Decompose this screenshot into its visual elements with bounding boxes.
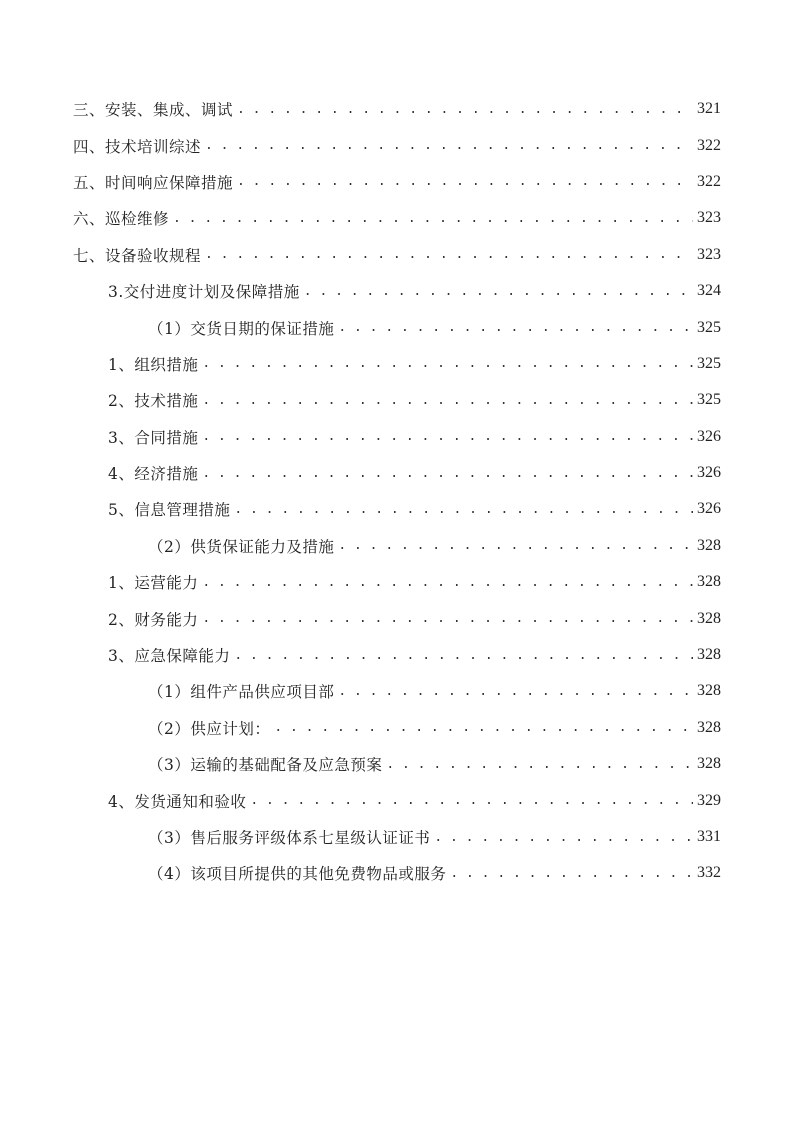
toc-entry-page: 325	[697, 391, 721, 409]
toc-entry-title: 3、合同措施	[108, 428, 199, 447]
toc-entry[interactable]	[73, 600, 721, 636]
toc-entry-page: 323	[697, 245, 721, 263]
toc-entry-page: 325	[697, 318, 721, 336]
toc-entry-title: （4）该项目所提供的其他免费物品或服务	[148, 865, 447, 884]
dot-leader	[202, 393, 693, 408]
toc-entry-title: 三、安装、集成、调试	[73, 101, 234, 120]
toc-entry-title: 3.交付进度计划及保障措施	[108, 283, 300, 302]
toc-entry-title: （2）供货保证能力及措施	[148, 537, 335, 556]
toc-entry-page: 325	[697, 354, 721, 372]
toc-entry-title: （2）供应计划：	[148, 719, 271, 738]
toc-entry-title: 2、技术措施	[108, 392, 199, 411]
dot-leader	[450, 866, 693, 881]
toc-entry-page: 326	[697, 464, 721, 482]
toc-entry-page: 326	[697, 427, 721, 445]
toc-entry-page: 322	[697, 136, 721, 154]
toc-entry-page: 328	[697, 646, 721, 664]
toc-entry[interactable]	[73, 528, 721, 564]
dot-leader	[202, 611, 693, 626]
toc-entry-title: （3）售后服务评级体系七星级认证证书	[148, 829, 431, 847]
toc-entry[interactable]	[73, 637, 721, 673]
dot-leader	[205, 138, 693, 153]
toc-entry[interactable]	[73, 127, 721, 163]
toc-entry-title: （1）交货日期的保证措施	[148, 319, 335, 338]
dot-leader	[338, 684, 693, 699]
toc-entry-page: 324	[697, 282, 721, 300]
dot-leader	[386, 757, 693, 772]
toc-entry[interactable]	[73, 164, 721, 200]
table-of-contents	[73, 91, 721, 892]
toc-entry[interactable]	[73, 819, 721, 855]
toc-entry-page: 328	[697, 682, 721, 700]
toc-entry-title: 1、运营能力	[108, 574, 199, 593]
toc-entry-page: 323	[697, 209, 721, 227]
toc-entry-page: 326	[697, 500, 721, 518]
dot-leader	[250, 793, 693, 808]
toc-entry[interactable]	[73, 346, 721, 382]
toc-entry-page: 328	[697, 755, 721, 773]
dot-leader	[274, 720, 693, 735]
toc-entry-title: 六、巡检维修	[73, 210, 170, 229]
toc-entry[interactable]	[73, 273, 721, 309]
toc-entry[interactable]	[73, 673, 721, 709]
toc-entry-page: 328	[697, 573, 721, 591]
toc-entry[interactable]	[73, 237, 721, 273]
toc-entry[interactable]	[73, 491, 721, 527]
dot-leader	[173, 211, 693, 226]
dot-leader	[237, 174, 693, 189]
toc-entry-title: 2、财务能力	[108, 610, 199, 629]
toc-entry[interactable]	[73, 419, 721, 455]
toc-entry-page: 322	[697, 172, 721, 190]
toc-entry[interactable]	[73, 91, 721, 127]
toc-entry-title: 四、技术培训综述	[73, 137, 202, 156]
toc-entry-page: 328	[697, 718, 721, 736]
toc-entry-title: （3）运输的基础配备及应急预案	[148, 756, 383, 775]
dot-leader	[237, 102, 693, 117]
dot-leader	[202, 356, 693, 371]
toc-entry-title: 五、时间响应保障措施	[73, 173, 234, 192]
dot-leader	[202, 466, 693, 481]
toc-entry-title: 4、发货通知和验收	[108, 792, 247, 811]
toc-entry-title: 3、应急保障能力	[108, 647, 231, 666]
toc-entry-title: 1、组织措施	[108, 355, 199, 374]
toc-entry[interactable]	[73, 855, 721, 891]
toc-entry[interactable]	[73, 746, 721, 782]
dot-leader	[304, 284, 693, 299]
toc-entry-page: 328	[697, 609, 721, 627]
toc-entry[interactable]	[73, 382, 721, 418]
toc-entry-title: 4、经济措施	[108, 465, 199, 484]
toc-entry-page: 328	[697, 536, 721, 554]
toc-entry-title: 5、信息管理措施	[108, 501, 231, 520]
dot-leader	[234, 502, 693, 517]
toc-entry-page: 321	[697, 100, 721, 118]
toc-entry[interactable]	[73, 782, 721, 818]
toc-entry-page: 332	[697, 864, 721, 882]
dot-leader	[434, 830, 693, 845]
dot-leader	[234, 648, 693, 663]
toc-entry-page: 331	[697, 828, 721, 845]
toc-entry[interactable]	[73, 455, 721, 491]
dot-leader	[202, 575, 693, 590]
toc-entry[interactable]	[73, 564, 721, 600]
toc-entry[interactable]	[73, 200, 721, 236]
toc-entry[interactable]	[73, 309, 721, 345]
dot-leader	[202, 429, 693, 444]
dot-leader	[338, 320, 693, 335]
toc-entry-title: （1）组件产品供应项目部	[148, 683, 335, 702]
toc-entry-page: 329	[697, 791, 721, 809]
toc-entry-title: 七、设备验收规程	[73, 246, 202, 265]
dot-leader	[338, 538, 693, 553]
dot-leader	[205, 247, 693, 262]
toc-entry[interactable]	[73, 710, 721, 746]
